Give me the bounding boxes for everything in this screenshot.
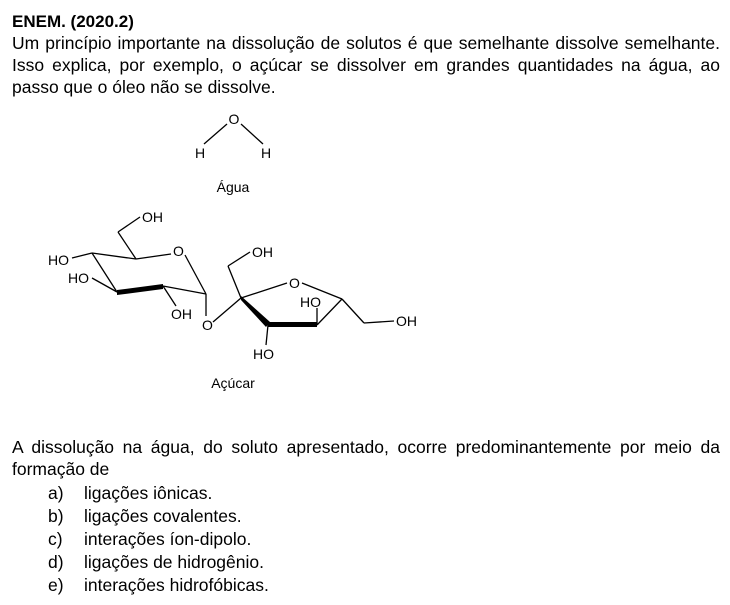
option-c[interactable]	[48, 528, 269, 551]
fructose-ch2oh-label: OH	[252, 244, 273, 260]
fructose-ring-oxygen-label: O	[289, 275, 300, 291]
water-oxygen-label: O	[228, 111, 240, 127]
water-caption: Água	[216, 179, 250, 195]
option-b[interactable]	[48, 505, 269, 528]
water-bond-left	[204, 124, 227, 144]
fructose-ho-bottom-label: HO	[253, 346, 274, 362]
fructose-front-bond-left	[241, 296, 270, 327]
option-text: ligações iônicas.	[84, 483, 213, 503]
option-text: ligações de hidrogênio.	[84, 552, 264, 572]
option-letter: c)	[48, 529, 63, 549]
glucose-ch2oh-label: OH	[142, 209, 163, 225]
option-text: interações íon-dipolo.	[84, 529, 252, 549]
glucose-ring-oxygen-label: O	[173, 243, 184, 259]
option-letter: e)	[48, 575, 64, 595]
bridge-oxygen-label: O	[202, 317, 213, 333]
option-letter: b)	[48, 506, 64, 526]
option-letter: a)	[48, 483, 64, 503]
answer-options	[48, 482, 269, 597]
question-stem: A dissolução na água, do soluto apresentado, ocorre predominantemente por meio da formação de	[12, 437, 720, 479]
option-text: ligações covalentes.	[84, 506, 242, 526]
glucose-oh-bottom-label: OH	[171, 306, 192, 322]
option-e[interactable]	[48, 574, 269, 597]
exam-source: ENEM. (2020.2)	[12, 12, 134, 31]
option-a[interactable]	[48, 482, 269, 505]
glucose-front-bond	[117, 284, 163, 295]
water-bond-right	[241, 124, 263, 144]
question-intro: Um princípio importante na dissolução de solutos é que semelhante dissolve semelhante. Isso explica, por exemplo, o açúcar se dissolver em grandes quantidades na água, ao passo que o óleo não se dissolve.	[12, 33, 720, 97]
glucose-ho1-label: HO	[48, 252, 69, 268]
option-text: interações hidrofóbicas.	[84, 575, 269, 595]
glucose-ho2-label: HO	[68, 270, 89, 286]
fructose-oh-right-label: OH	[396, 313, 417, 329]
fructose-ho-inner-label: HO	[300, 294, 321, 310]
sugar-caption: Açúcar	[211, 375, 255, 391]
water-molecule	[204, 124, 263, 144]
fructose-front-bond-bottom	[268, 322, 317, 327]
option-letter: d)	[48, 552, 64, 572]
glucose-ring	[72, 217, 206, 316]
water-hydrogen-left-label: H	[194, 145, 206, 161]
option-d[interactable]	[48, 551, 269, 574]
water-hydrogen-right-label: H	[260, 145, 272, 161]
